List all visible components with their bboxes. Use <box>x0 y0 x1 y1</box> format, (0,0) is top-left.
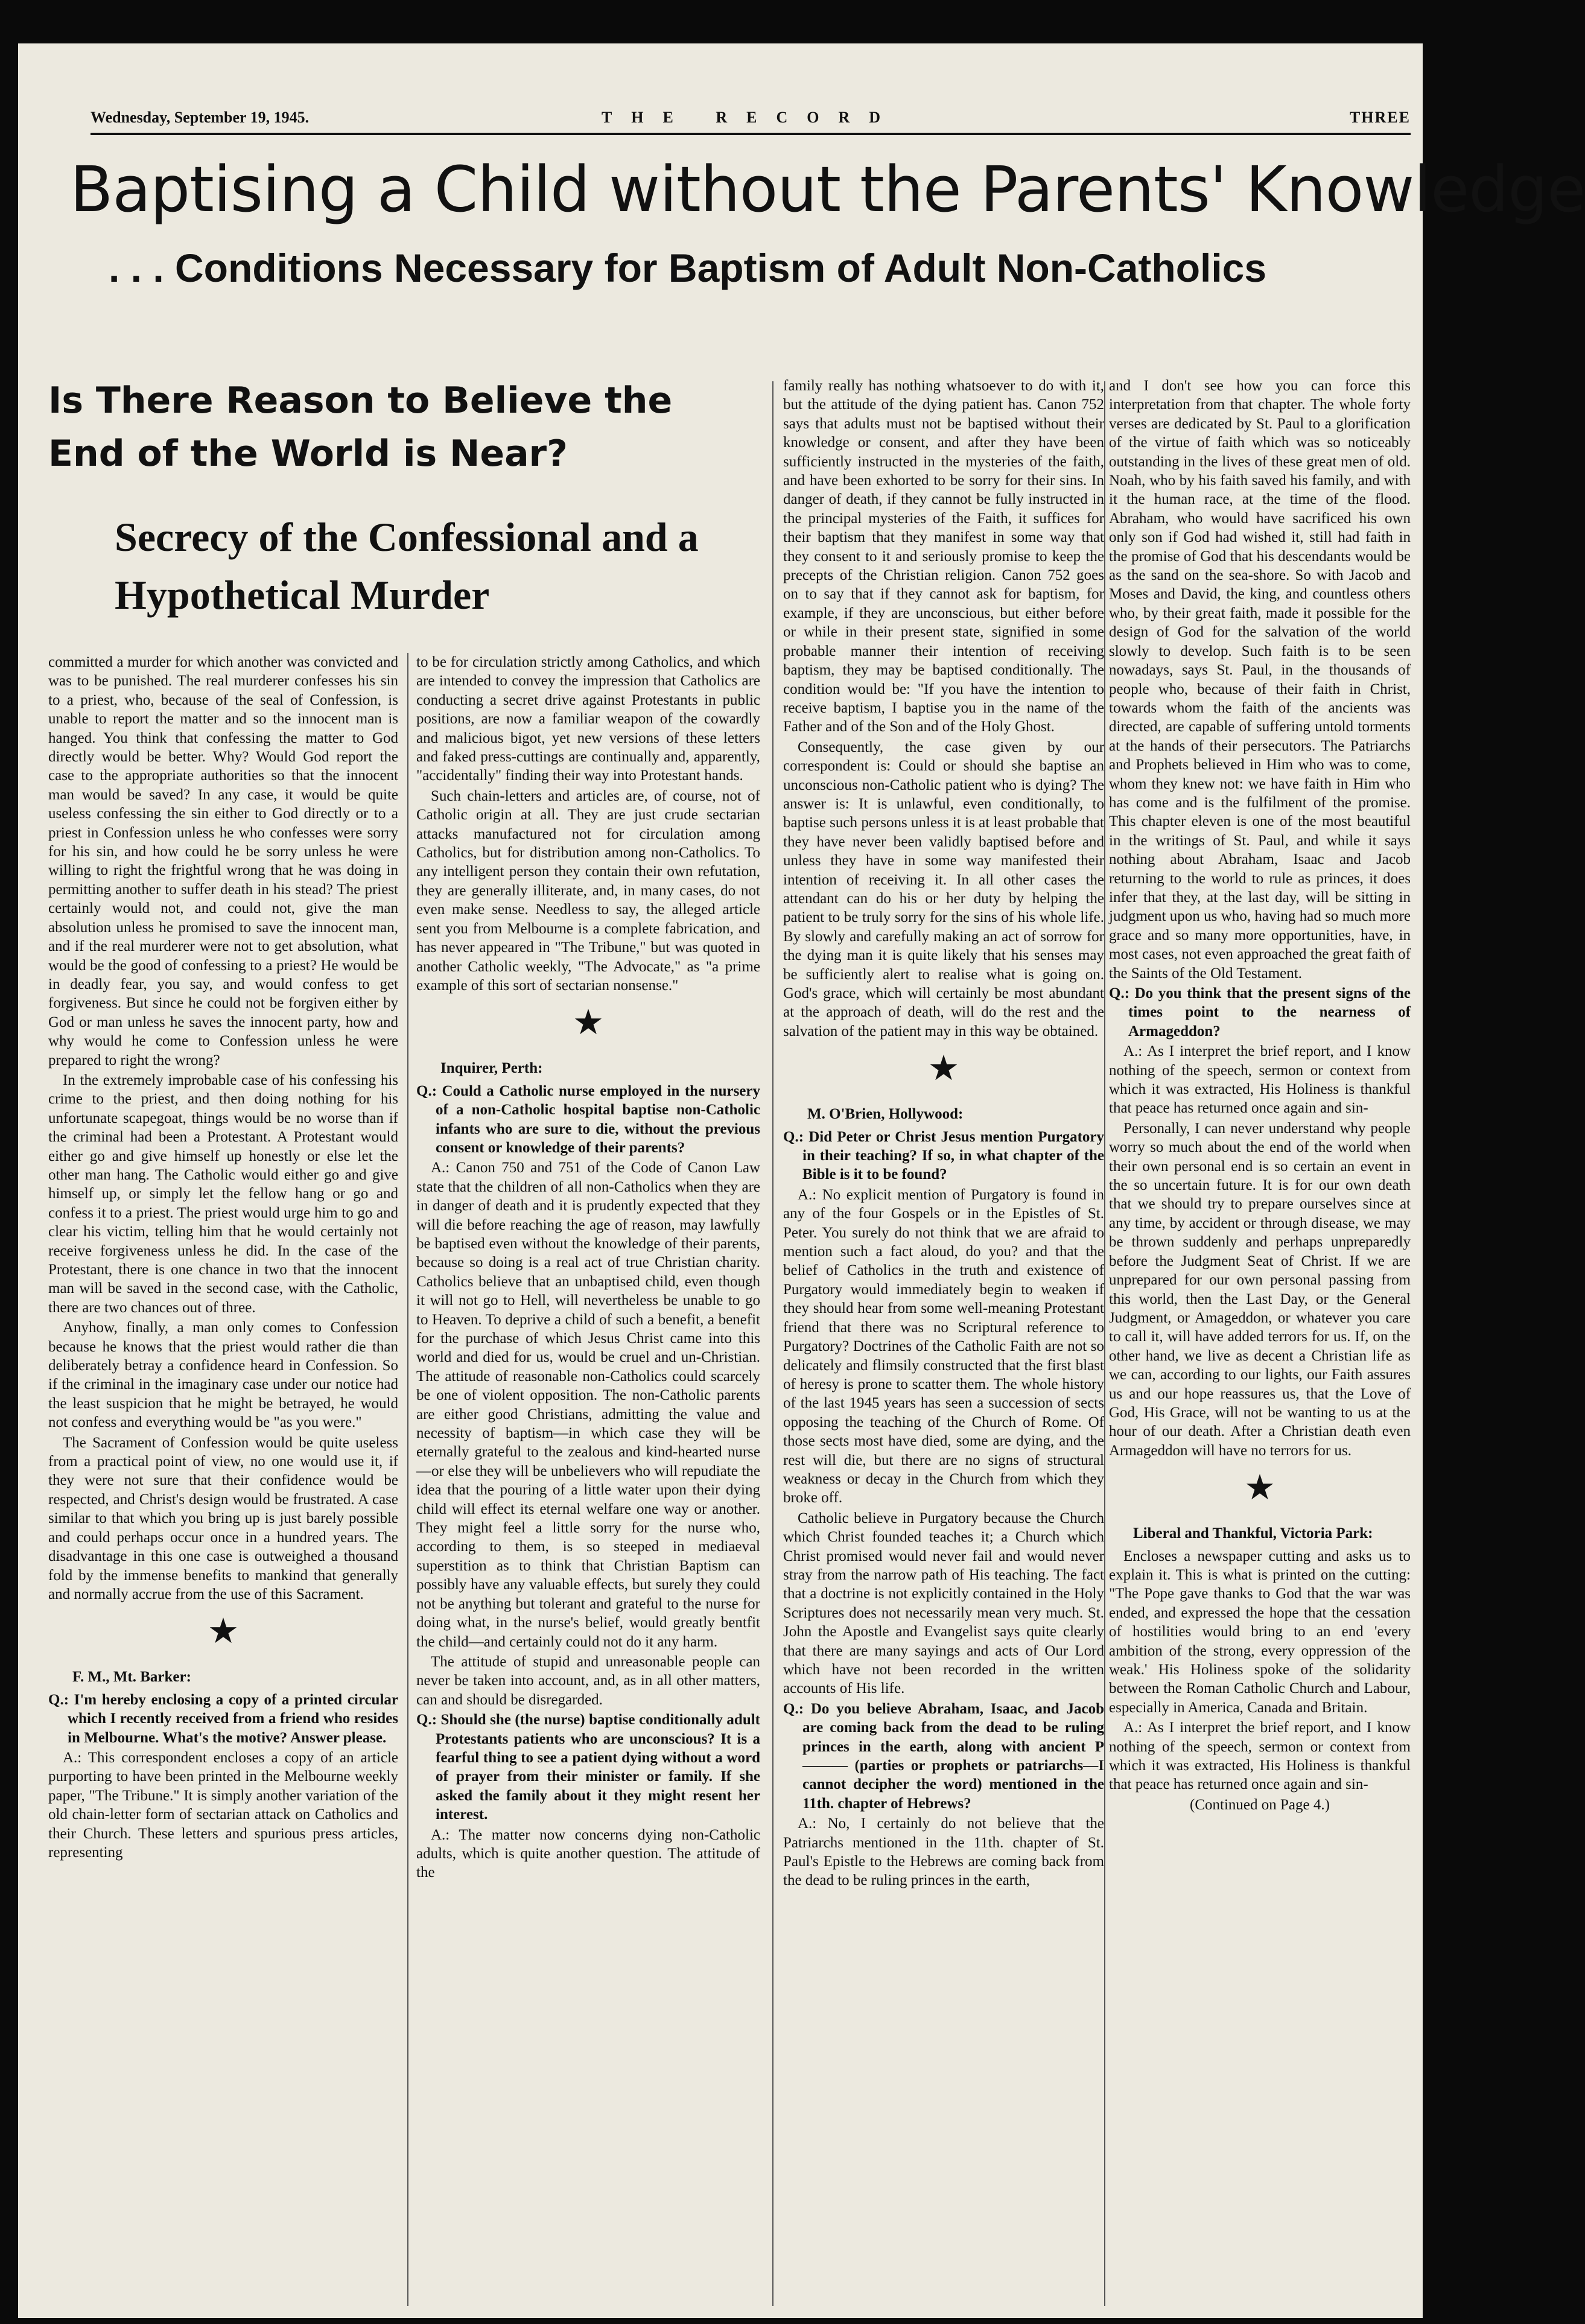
continued-notice: (Continued on Page 4.) <box>1190 1796 1330 1813</box>
correspondent-name: Liberal and Thankful, Victoria Park: <box>1133 1525 1373 1542</box>
page-number: THREE <box>1349 109 1411 126</box>
question-text: Q.: Should she (the nurse) baptise conditionally adult Protestants patients who are unconscious? It is a fearful thing to see a patient dying without a word of prayer from their minister or family. If she asked the family about it they might resent her interest. <box>416 1712 760 1823</box>
article-paragraph: The attitude of stupid and unreasonable people can never be taken into account, and, as in all other matters, can and should be disregarded. <box>416 1653 760 1708</box>
column-4 <box>1109 376 1411 2312</box>
main-headline: Baptising a Child without the Parents' Knowledge <box>70 153 1585 226</box>
question-text: Q.: Do you think that the present signs of the times point to the nearness of Armageddon? <box>1109 985 1411 1040</box>
correspondent-name: F. M., Mt. Barker: <box>72 1669 191 1686</box>
column-1 <box>48 653 398 2312</box>
answer-text: A.: Canon 750 and 751 of the Code of Canon Law state that the children of all non-Catholics when they are in danger of death and it is prudently expected that they will die before reaching the age of reason, may lawfully be baptised even without the knowledge of their parents, because so doing is a real act of true Christian charity. Catholics believe that an unbaptised child, even though it will not go to Hell, will nevertheless be unable to go to Heaven. To deprive a child of such a benefit, a benefit for the purchase of which Jesus Christ came into this world and died for us, would be cruel and un-Christian. The attitude of reasonable non-Catholics could scarcely be one of violent opposition. The non-Catholic parents are either good Christians, admitting the value and necessity of baptism—in which case they will be eternally grateful to the zealous and kind-hearted nurse—or else they will be unbelievers who will repudiate the idea that the pouring of a little water upon their dying child will effect its eternal welfare one way or another. They might feel a little sorry for the nurse who, according to them, is so steeped in mediaeval superstition as to think that Christian Baptism can possibly have any valuable effects, but surely they could not be anything but tolerant and grateful to the nurse for doing what, in the nurse's belief, would greatly bentfit the child—and certainly could not do it any harm. <box>416 1160 760 1650</box>
column-rule <box>407 653 408 2306</box>
article-paragraph: to be for circulation strictly among Catholics, and which are intended to convey the impression that Catholics are conducting a secret drive against Protestants in public positions, are now a familiar weapon of the cowardly and malicious bigot, yet new versions of these letters and faked press-cuttings are continually and, apparently, "accidentally" finding their way into Protestant hands. <box>416 654 760 784</box>
answer-text: A.: As I interpret the brief report, and I know nothing of the speech, sermon or context from which it was extracted, His Holiness is thankful that peace has returned once again and sin- <box>1109 1719 1411 1793</box>
issue-date: Wednesday, September 19, 1945. <box>91 109 310 126</box>
question-text: Q.: Did Peter or Christ Jesus mention Purgatory in their teaching? If so, in what chapter of the Bible is it to be found? <box>783 1128 1104 1183</box>
star-ornament: ★ <box>1244 1468 1275 1508</box>
star-ornament: ★ <box>928 1049 959 1088</box>
article-paragraph: The Sacrament of Confession would be quite useless from a practical point of view, no one would use it, if they were not sure that their confidence would be respected, and Christ's design would be frustrated. A case similar to that which you bring up is just barely possible and could perhaps occur once in a hundred years. The disadvantage in this one case is outweighed a thousand fold by the immense benefits to mankind that generally and normally accrue from the use of this Sacrament. <box>48 1434 398 1602</box>
article-paragraph: Catholic believe in Purgatory because the Church which Christ founded teaches it; a Church which Christ promised would never fail and would never stray from the narrow path of His teaching. The fact that a doctrine is not explicitly contained in the Holy Scriptures does not necessarily mean very much. St. John the Apostle and Evangelist says quite clearly that there are many sayings and acts of Our Lord which have not been recorded in the written accounts of His life. <box>783 1510 1104 1697</box>
article-paragraph: and I don't see how you can force this interpretation from that chapter. The whole forty verses are dedicated by St. Paul to a glorification of the virtue of faith which was so noticeably outstanding in the lives of these great men of old. Noah, who by his faith saved his family, and with it the human race, at the time of the flood. Abraham, who would have sacrificed his own only son if God had wished it, still had faith in the promise of God that his descendants would be as the sand on the sea-shore. So with Jacob and Moses and David, the king, and countless others who, by their great faith, made it possible for the design of God for the salvation of the world slowly to develop. Such faith is to be seen nowadays, says St. Paul, in the thousands of people who, because of their faith in Christ, towards whom the faith of the ancients was directed, are capable of suffering untold torments at the hands of their persecutors. The Patriarchs and Prophets believed in Him who was to come, whom they knew not: we have faith in Him who has come and is the fulfilment of the promise. This chapter eleven is one of the most beautiful in the writings of St. Paul, and while it says nothing about Abraham, Isaac and Jacob returning to the world to rule as princes, it does infer that they, at the last day, will be sitting in judgment upon us who, having had so much more grace and so many more opportunities, have, in most cases, not even approached the great faith of the Saints of the Old Testament. <box>1109 378 1411 982</box>
correspondent-name: Inquirer, Perth: <box>440 1060 543 1077</box>
answer-text: A.: This correspondent encloses a copy of an article purporting to have been printed in the Melbourne weekly paper, "The Tribune." It is simply another variation of the old chain-letter form of sectarian attack on Catholics and their Church. These letters and spurious press articles, representing <box>48 1749 398 1861</box>
question-text: Q.: Do you believe Abraham, Isaac, and Jacob are coming back from the dead to be ruling princes in the earth, along with ancient P——— (parties or prophets or patriarchs—I cannot decipher the word) mentioned in the 11th. chapter of Hebrews? <box>783 1700 1104 1812</box>
masthead <box>91 97 1411 135</box>
world-end-headline: Is There Reason to Believe the End of the World is Near? <box>48 379 673 475</box>
newspaper-page <box>18 43 1585 2318</box>
article-paragraph: family really has nothing whatsoever to do with it, but the attitude of the dying patient has. Canon 752 says that adults must not be baptised without their knowledge or consent, and after they have been sufficiently instructed in the mysteries of the faith, and have been exhorted to be sorry for their sins. In danger of death, if they cannot be fully instructed in the principal mysteries of the Faith, it suffices for their baptism that they manifest in some way that they consent to it and seriously promise to keep the precepts of the Christian religion. Canon 752 goes on to say that if they cannot ask for baptism, for example, if they are unconscious, but either before or while in their present state, signified in some probable manner their intention of receiving baptism, they may be baptised conditionally. The condition would be: "If you have the intention to receive baptism, I baptise you in the name of the Father and of the Son and of the Holy Ghost. <box>783 378 1104 735</box>
answer-text: A.: No, I certainly do not believe that the Patriarchs mentioned in the 11th. chapter of St. Paul's Epistle to the Hebrews are coming back from the dead to be ruling princes in the earth, <box>783 1815 1104 1889</box>
question-text: Q.: Could a Catholic nurse employed in the nursery of a non-Catholic hospital baptise non-Catholic infants who are sure to die, without the previous consent or knowledge of their parents? <box>416 1082 760 1156</box>
article-paragraph: Consequently, the case given by our correspondent is: Could or should she baptise an unconscious non-Catholic patient who is dying? The answer is: It is unlawful, even conditionally, to baptise such persons unless it is at least probable that they have never been validly baptised before and unless they have in some way manifested their intention of receiving it. In all other cases the attendant can do his or her duty by helping the patient to be truly sorry for the sins of his whole life. By slowly and carefully making an act of sorrow for the dying man it is quite likely that his senses may be sufficiently alert to realise what is going on. God's grace, which will certainly be most abundant at the approach of death, will do the rest and the salvation of the patient may in this way be obtained. <box>783 738 1104 1040</box>
column-3 <box>783 376 1104 2312</box>
answer-text: A.: The matter now concerns dying non-Catholic adults, which is quite another question. The attitude of the <box>416 1826 760 1881</box>
column-rule <box>772 381 773 2306</box>
question-text: Q.: I'm hereby enclosing a copy of a printed circular which I recently received from a friend who resides in Melbourne. What's the motive? Answer please. <box>48 1691 398 1746</box>
star-ornament: ★ <box>208 1611 239 1651</box>
article-paragraph: Personally, I can never understand why people worry so much about the end of the world when their own personal end is so certain an event in the so uncertain future. It is for our own death that we should try to prepare ourselves since at any time, by accident or through disease, we may be thrown suddenly and perhaps unpreparedly before the Judgment Seat of Christ. If we are unprepared for our own personal passing from this world, then the Last Day, or the General Judgment, or Amageddon, or whatever you care to call it, will have added terrors for us. If, on the other hand, we live as decent a Christian life as we can, according to our lights, our Faith assures us and our hope reassures us, that the Love of God, His Grace, will not be wanting to us at the hour of our death. After a Christian death even Armageddon will have no terrors for us. <box>1109 1120 1411 1459</box>
star-ornament: ★ <box>573 1003 604 1043</box>
article-paragraph: In the extremely improbable case of his confessing his crime to the priest, and then doing nothing for his unfortunate scapegoat, things would be no worse than if the criminal had been a Protestant. A Protestant would either go and give himself up honestly or else let the other man hang. The Catholic would either go and give himself up, or simply let the fellow hang or go and confess it to a priest. The priest would urge him to go and clear his victim, telling him that he would certainly not receive forgiveness unless he did. In the case of the Protestant, there is one chance in two that the innocent man will be saved in the second case, with the Catholic, there are two chances out of three. <box>48 1072 398 1316</box>
answer-text: A.: No explicit mention of Purgatory is found in any of the four Gospels or in the Epistles of St. Peter. You surely do not think that we are afraid to mention such a fact aloud, do you? and that the belief of Catholics in the truth and existence of Purgatory would immediately begin to weaken if they should hear from some well-meaning Protestant friend that there was no Scriptural reference to Purgatory? Doctrines of the Catholic Faith are not so delicately and flimsily constructed that the first blast of heresy is prone to scatter them. The whole history of the last 1945 years has seen a succession of sects opposing the teaching of the Church of Rome. Of those sects most have died, some are dying, and the rest will die, but there are no signs of structural weakness or decay in the Church from which they broke off. <box>783 1186 1104 1506</box>
column-2 <box>416 653 760 2312</box>
article-paragraph: Such chain-letters and articles are, of course, not of Catholic origin at all. They are just crude sectarian attacks manufactured not for circulation among Catholics, but for distribution among non-Catholics. To any intelligent person they contain their own refutation, they are generally illiterate, and, in many cases, do not even make sense. Needless to say, the alleged article sent you from Melbourne is a complete fabrication, and has never appeared in "The Tribune," but was quoted in another Catholic weekly, "The Advocate," as "a prime example of this sort of sectarian nonsense." <box>416 787 760 994</box>
paper-name: THE RECORD <box>601 109 900 126</box>
article-paragraph: committed a murder for which another was convicted and was to be punished. The real murderer confesses his sin to a priest, who, because of the seal of Confession, is unable to report the matter and so the innocent man is hanged. You think that confessing the matter to God directly would be better. Why? Would God report the case to the appropriate authorities so that the innocent man would be saved? In any case, it would be quite useless confessing the sin either to God directly or to a priest in Confession unless he who confesses were sorry for his sin, and how could he be sorry unless he were willing to right the frightful wrong that he was doing in permitting another to suffer death in his stead? The priest certainly would not, and could not, give the man absolution unless he promised to save the innocent man, and if the real murderer were not to get absolution, what would be the good of confessing to a priest? He would be in deadly fear, you say, and would confess to get forgiveness. But since he could not be forgiven either by God or man unless he saves the innocent party, how and why would he come to Confession unless he were prepared to right the wrong? <box>48 654 398 1068</box>
confessional-headline: Secrecy of the Confessional and a Hypothetical Murder <box>115 514 699 618</box>
answer-text: A.: As I interpret the brief report, and I know nothing of the speech, sermon or context from which it was extracted, His Holiness is thankful that peace has returned once again and sin- <box>1109 1043 1411 1117</box>
column-rule <box>1104 381 1105 2306</box>
article-paragraph: Anyhow, finally, a man only comes to Confession because he knows that the priest would rather die than deliberately betray a confidence heard in Confession. So if the criminal in the imaginary case under our notice had the least suspicion that he might be betrayed, he would not confess and everything would be "as you were." <box>48 1319 398 1431</box>
article-paragraph: Encloses a newspaper cutting and asks us to explain it. This is what is printed on the cutting: "The Pope gave thanks to God that the war was ended, and expressed the hope that the cessation of hostilities would bring to an end 'every ambition of the strong, every oppression of the weak.' His Holiness spoke of the solidarity between the Roman Catholic Church and Labour, especially in America, Canada and Britain. <box>1109 1548 1411 1716</box>
sub-headline: . . . Conditions Necessary for Baptism of Adult Non-Catholics <box>109 246 1267 290</box>
correspondent-name: M. O'Brien, Hollywood: <box>807 1106 964 1123</box>
